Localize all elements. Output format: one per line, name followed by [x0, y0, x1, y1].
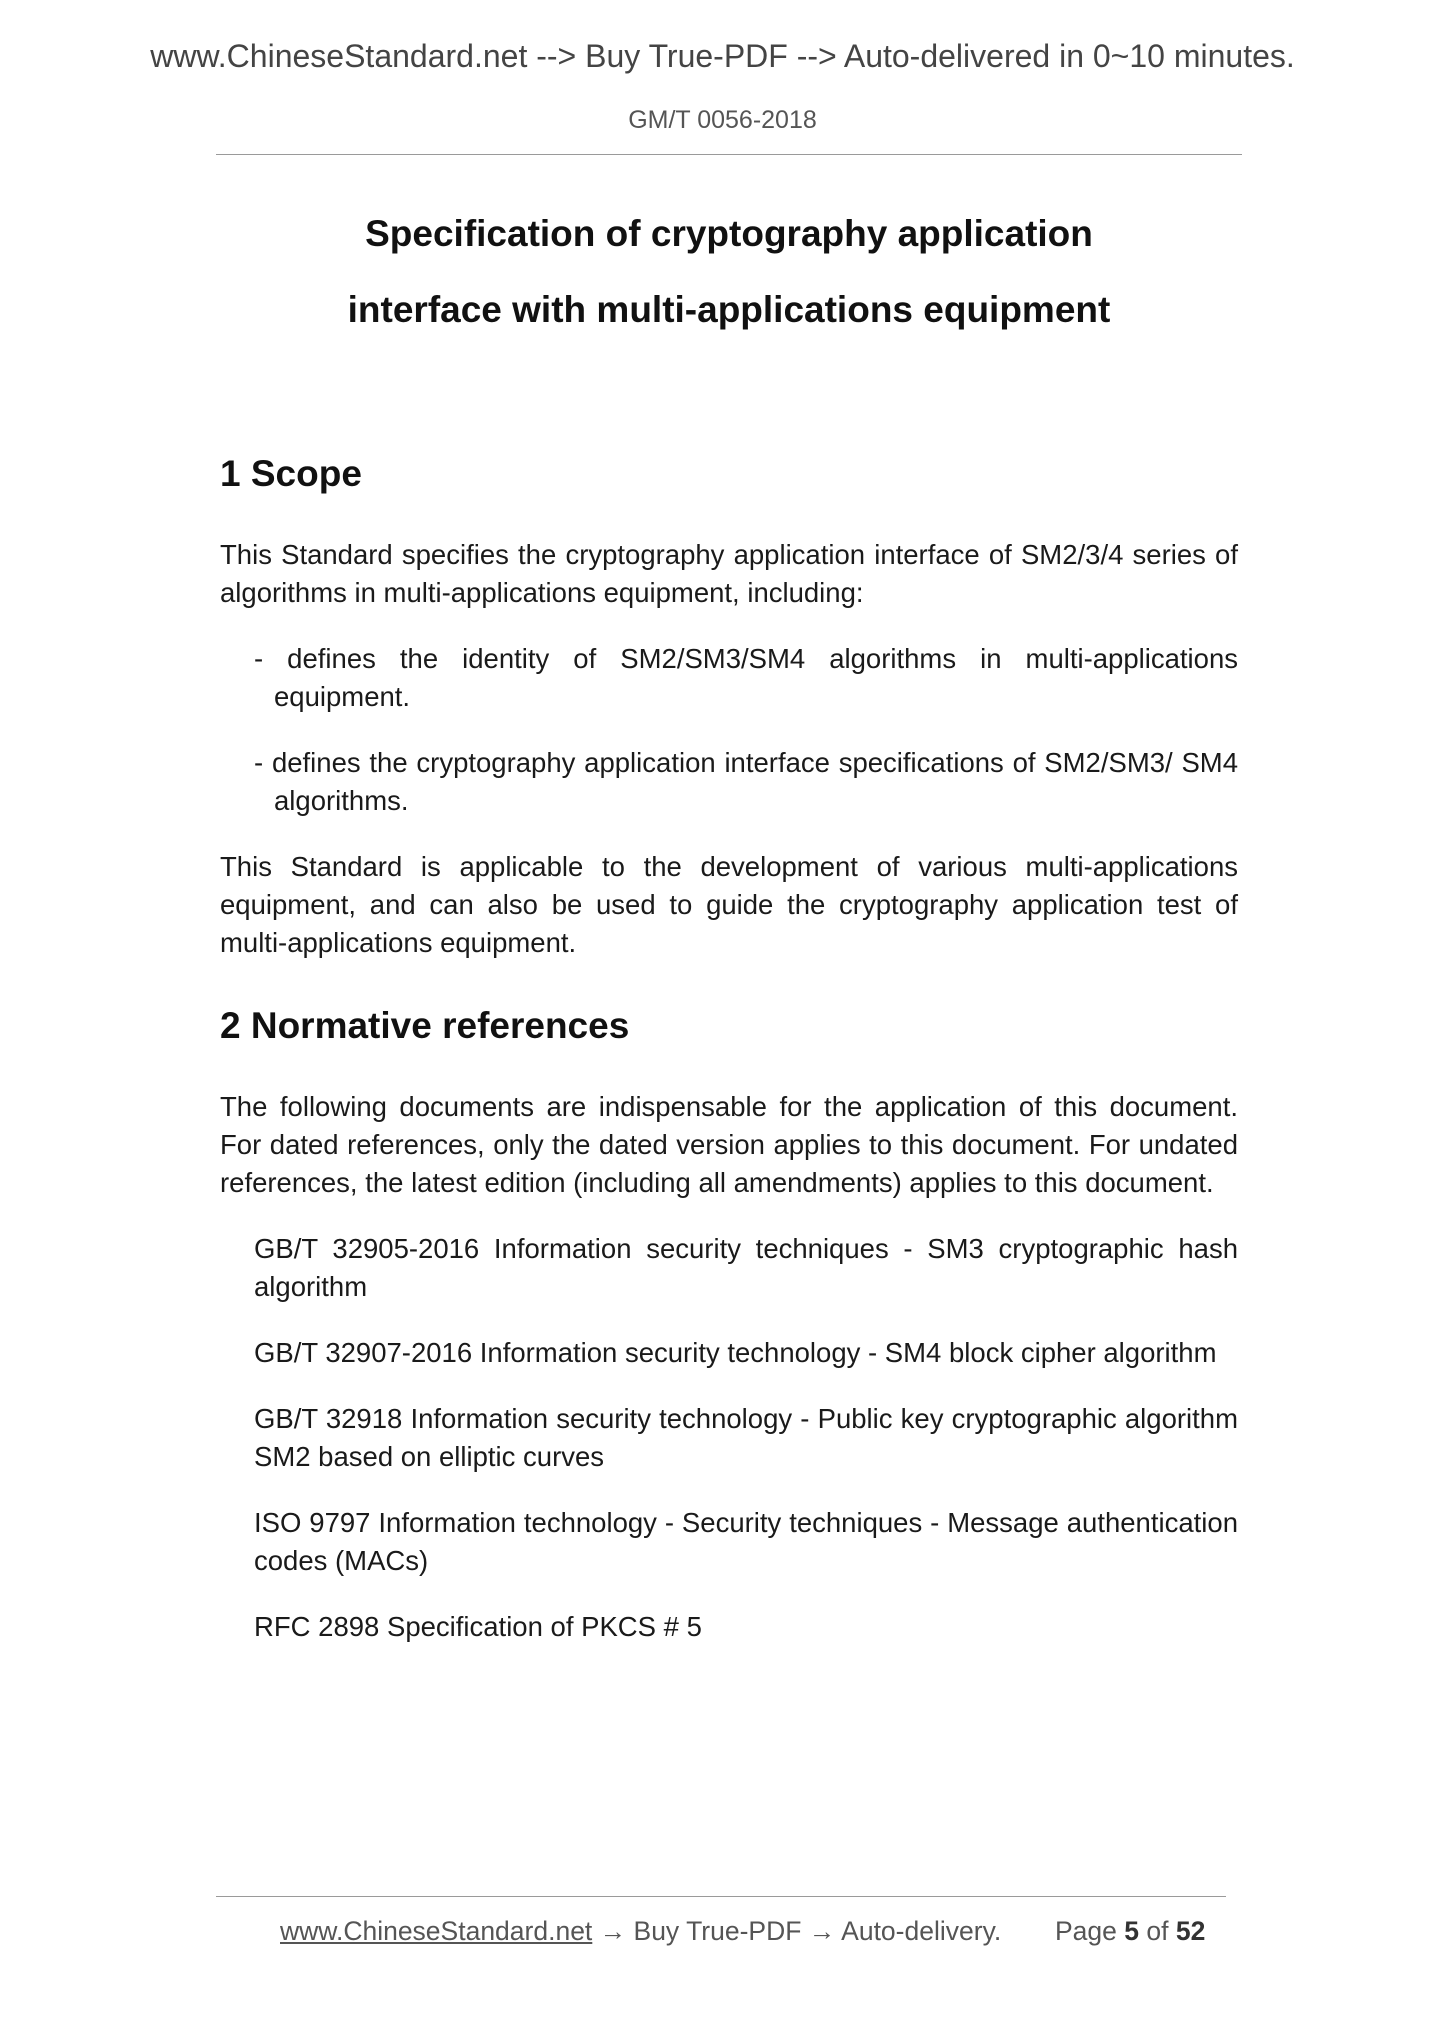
- title-line-2: interface with multi-applications equipment: [347, 289, 1111, 330]
- footer-site-link[interactable]: www.ChineseStandard.net: [280, 1916, 593, 1946]
- of-label: of: [1146, 1916, 1169, 1946]
- footer-tagline: → Buy True-PDF → Auto-delivery.: [592, 1916, 1002, 1946]
- document-title: [216, 196, 1242, 348]
- references-intro-paragraph: The following documents are indispensable for the application of this document. For dated references, only the dated version applies to this document. For undated references, the latest edition (including all amendments) applies to this document.: [220, 1091, 1238, 1198]
- header-divider: [216, 154, 1242, 155]
- section-heading-scope: 1 Scope: [220, 453, 362, 494]
- scope-closing-paragraph: This Standard is applicable to the development of various multi-applications equipment, and can also be used to guide the cryptography application test of multi-applications equipment.: [220, 851, 1238, 958]
- reference-item: GB/T 32918 Information security technology - Public key cryptographic algorithm SM2 based on elliptic curves: [254, 1403, 1238, 1472]
- page-footer: [280, 1916, 1206, 1947]
- top-banner: www.ChineseStandard.net --> Buy True-PDF --> Auto-delivered in 0~10 minutes.: [150, 38, 1295, 74]
- section-heading-normative-references: 2 Normative references: [220, 1005, 630, 1046]
- page-label: Page: [1055, 1916, 1117, 1946]
- reference-item: RFC 2898 Specification of PKCS # 5: [254, 1611, 702, 1642]
- document-code: GM/T 0056-2018: [628, 106, 817, 134]
- page-indicator: [1055, 1916, 1205, 1947]
- scope-intro-paragraph: This Standard specifies the cryptography application interface of SM2/3/4 series of algorithms in multi-applications equipment, including:: [220, 539, 1238, 608]
- reference-item: ISO 9797 Information technology - Security techniques - Message authentication codes (MACs): [254, 1507, 1238, 1576]
- title-line-1: Specification of cryptography application: [365, 213, 1093, 254]
- total-pages: 52: [1175, 1916, 1206, 1946]
- page-number: 5: [1124, 1916, 1140, 1946]
- reference-item: GB/T 32905-2016 Information security techniques - SM3 cryptographic hash algorithm: [254, 1233, 1238, 1302]
- scope-list-item: - defines the identity of SM2/SM3/SM4 algorithms in multi-applications equipment.: [254, 643, 1238, 712]
- document-body: [220, 450, 1238, 1646]
- reference-item: GB/T 32907-2016 Information security technology - SM4 block cipher algorithm: [254, 1337, 1217, 1368]
- footer-divider: [216, 1896, 1226, 1897]
- scope-list-item: - defines the cryptography application interface specifications of SM2/SM3/ SM4 algorithms.: [254, 747, 1238, 816]
